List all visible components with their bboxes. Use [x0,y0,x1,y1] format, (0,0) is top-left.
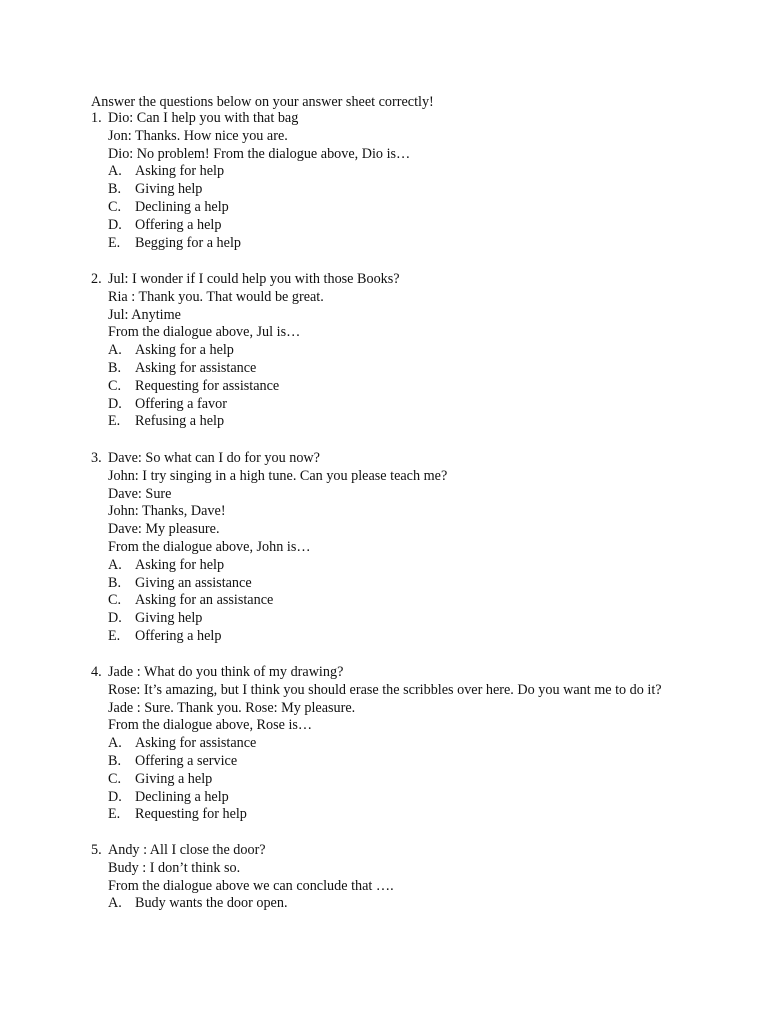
option-letter: D. [108,216,122,233]
dialogue-line: From the dialogue above we can conclude that …. [108,877,394,894]
question-1 [91,110,761,252]
option-letter: C. [108,198,122,215]
option-text: Giving help [135,181,203,198]
question-line [91,503,761,521]
answer-option [91,610,761,628]
answer-option [91,163,761,181]
question-5 [91,842,761,913]
option-text: Offering a help [135,627,222,644]
option-letter: A. [108,735,122,752]
dialogue-line: Ria : Thank you. That would be great. [108,288,324,305]
answer-option [91,396,761,414]
answer-option [91,413,761,431]
answer-option [91,628,761,646]
question-line [91,860,761,878]
question-number: 4. [91,664,102,680]
question-number: 1. [91,110,102,126]
answer-option [91,735,761,753]
dialogue-line: Dave: So what can I do for you now? [108,450,320,466]
question-line [91,307,761,325]
dialogue-line: John: Thanks, Dave! [108,503,226,520]
question-line [91,146,761,164]
option-letter: B. [108,752,122,769]
dialogue-line: Jon: Thanks. How nice you are. [108,127,288,144]
option-letter: C. [108,377,122,394]
question-line [91,700,761,718]
option-text: Declining a help [135,198,229,215]
option-letter: B. [108,574,122,591]
question-2 [91,271,761,431]
option-text: Asking for assistance [135,735,257,752]
dialogue-line: Andy : All I close the door? [108,842,266,858]
option-text: Offering a favor [135,395,227,412]
question-line [91,664,761,682]
question-line [91,842,761,860]
question-line [91,521,761,539]
question-line [91,682,761,700]
option-text: Offering a help [135,216,222,233]
option-letter: E. [108,627,121,644]
answer-option [91,771,761,789]
answer-option [91,753,761,771]
question-number: 3. [91,450,102,466]
option-text: Asking for an assistance [135,592,274,609]
option-letter: E. [108,806,121,823]
option-text: Asking for assistance [135,359,257,376]
option-text: Asking for a help [135,342,234,359]
option-letter: A. [108,556,122,573]
answer-option [91,360,761,378]
option-text: Giving a help [135,770,213,787]
option-text: Refusing a help [135,413,225,430]
answer-option [91,806,761,824]
answer-option [91,789,761,807]
option-text: Giving help [135,610,203,627]
dialogue-line: Budy : I don’t think so. [108,859,241,876]
question-line [91,468,761,486]
option-letter: A. [108,895,122,912]
answer-option [91,575,761,593]
answer-option [91,235,761,253]
dialogue-line: From the dialogue above, John is… [108,538,311,555]
option-letter: D. [108,395,122,412]
option-text: Budy wants the door open. [135,895,288,912]
question-line [91,289,761,307]
option-text: Requesting for assistance [135,377,280,394]
question-number: 2. [91,271,102,287]
dialogue-line: Jul: Anytime [108,306,181,323]
option-letter: E. [108,413,121,430]
option-letter: E. [108,234,121,251]
option-letter: D. [108,610,122,627]
dialogue-line: Dave: Sure [108,485,172,502]
dialogue-line: Rose: It’s amazing, but I think you should erase the scribbles over here. Do you want me to do it? [108,681,662,698]
question-line [91,717,761,735]
option-letter: D. [108,788,122,805]
answer-option [91,895,761,913]
dialogue-line: John: I try singing in a high tune. Can you please teach me? [108,467,448,484]
dialogue-line: Dio: No problem! From the dialogue above, Dio is… [108,145,411,162]
dialogue-line: Dave: My pleasure. [108,521,220,538]
answer-option [91,199,761,217]
answer-option [91,557,761,575]
answer-option [91,181,761,199]
dialogue-line: Jade : Sure. Thank you. Rose: My pleasure. [108,699,356,716]
option-text: Requesting for help [135,806,247,823]
instruction-text: Answer the questions below on your answer sheet correctly! [91,94,434,110]
option-letter: B. [108,181,122,198]
option-letter: A. [108,342,122,359]
question-4 [91,664,761,824]
question-line [91,878,761,896]
question-line [91,110,761,128]
question-3 [91,450,761,646]
dialogue-line: Jul: I wonder if I could help you with those Books? [108,271,400,287]
question-line [91,324,761,342]
option-letter: C. [108,592,122,609]
question-line [91,539,761,557]
answer-option [91,592,761,610]
dialogue-line: From the dialogue above, Jul is… [108,324,301,341]
answer-option [91,342,761,360]
question-line [91,271,761,289]
dialogue-line: From the dialogue above, Rose is… [108,717,313,734]
option-letter: A. [108,163,122,180]
option-text: Giving an assistance [135,574,252,591]
option-letter: B. [108,359,122,376]
option-text: Asking for help [135,163,225,180]
question-number: 5. [91,842,102,858]
question-line [91,450,761,468]
option-text: Declining a help [135,788,229,805]
answer-option [91,378,761,396]
dialogue-line: Jade : What do you think of my drawing? [108,664,344,680]
option-text: Begging for a help [135,234,241,251]
question-line [91,128,761,146]
option-text: Offering a service [135,752,238,769]
question-line [91,486,761,504]
dialogue-line: Dio: Can I help you with that bag [108,110,299,126]
answer-option [91,217,761,235]
option-text: Asking for help [135,556,225,573]
option-letter: C. [108,770,122,787]
